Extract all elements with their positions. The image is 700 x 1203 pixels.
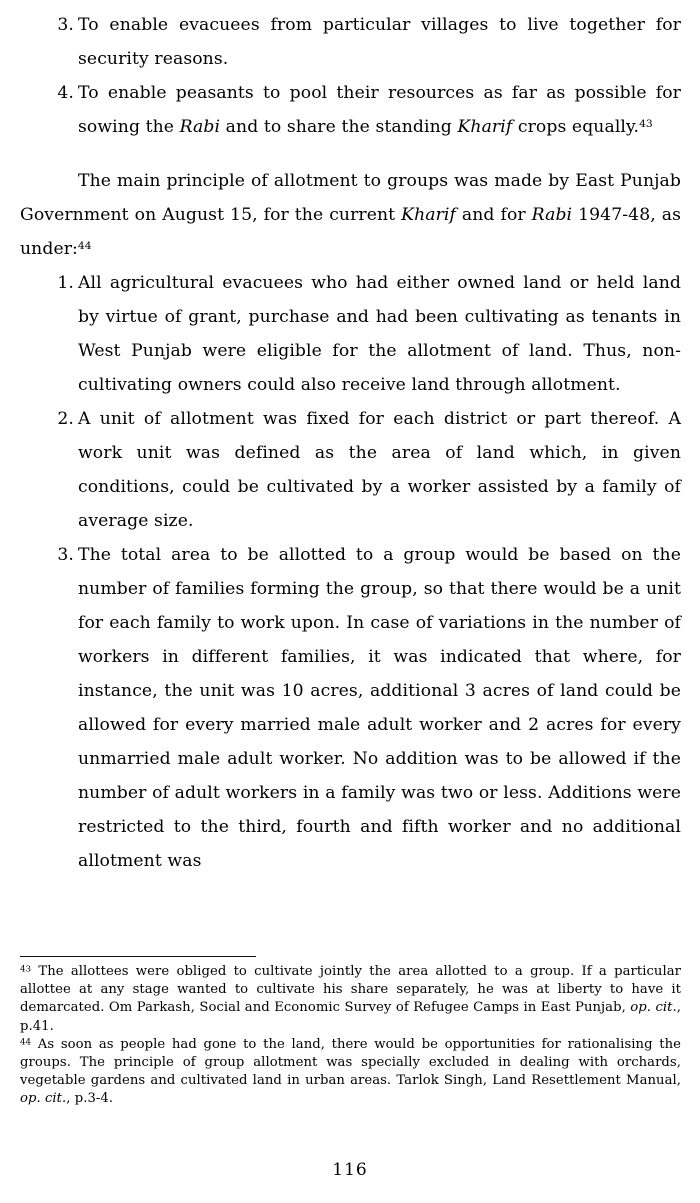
body-text-column	[20, 8, 681, 878]
footnote-marker: 44	[20, 1037, 32, 1048]
numbered-list-continued	[20, 8, 681, 144]
italic-term: op. cit.	[20, 1091, 67, 1107]
footnote-reference[interactable]: 44	[77, 239, 92, 253]
italic-term: Kharif	[457, 117, 513, 137]
list-item-number: 1.	[57, 273, 74, 293]
list-item	[20, 538, 681, 878]
page-number: 116	[332, 1160, 368, 1180]
list-item-number: 3.	[57, 15, 74, 35]
list-item-number: 3.	[57, 545, 74, 565]
footnote-reference[interactable]: 43	[639, 117, 653, 131]
italic-term: Kharif	[401, 205, 456, 225]
footnote-marker: 43	[20, 964, 32, 975]
numbered-list-allotment-principles	[20, 266, 681, 878]
list-item-text: To enable evacuees from particular villages to live together for security reasons.	[78, 15, 681, 69]
list-item	[20, 76, 681, 144]
footnote-separator-rule	[20, 956, 256, 957]
italic-term: op. cit.	[630, 1000, 677, 1016]
list-item	[20, 266, 681, 402]
list-item	[20, 402, 681, 538]
footnote: $^{44}$ As soon as people had gone to the land, there would be opportunities for rationalising the groups. The principle of group allotment was specially excluded in dealing with orchards, vegetable gardens and cultivated land in urban areas. Tarlok Singh, Land Resettlement Manual, op. cit., p.3-4.	[20, 1036, 681, 1107]
list-item-text: A unit of allotment was fixed for each district or part thereof. A work unit was defined as the area of land which, in given conditions, could be cultivated by a worker assisted by a family of average size.	[78, 409, 681, 531]
italic-term: Rabi	[531, 205, 573, 225]
list-item-text: To enable peasants to pool their resources as far as possible for sowing the Rabi and to share the standing Kharif crops equally.$^{43}$	[78, 83, 681, 137]
footnote-block	[20, 963, 681, 1109]
list-item-number: 2.	[57, 409, 74, 429]
list-item-text: All agricultural evacuees who had either owned land or held land by virtue of grant, purchase and had been cultivating as tenants in West Punjab were eligible for the allotment of land. Thus, non-cultivating owners could also receive land through allotment.	[78, 273, 681, 395]
footnote: $^{43}$ The allottees were obliged to cultivate jointly the area allotted to a group. If a particular allottee at any stage wanted to cultivate his share separately, he was at liberty to have it demarcated. Om Parkash, Social and Economic Survey of Refugee Camps in East Punjab, op. cit., p.41.	[20, 964, 681, 1034]
body-paragraph: The main principle of allotment to groups was made by East Punjab Government on August 15, for the current Kharif and for Rabi 1947-48, as under:$^{44}$	[20, 171, 682, 259]
list-item-text: The total area to be allotted to a group would be based on the number of families forming the group, so that there would be a unit for each family to work upon. In case of variations in the number of workers in different families, it was indicated that where, for instance, the unit was 10 acres, additional 3 acres of land could be allowed for every married male adult worker and 2 acres for every unmarried male adult worker. No addition was to be allowed if the number of adult workers in a family was two or less. Additions were restricted to the third, fourth and fifth worker and no additional allotment was	[78, 545, 681, 871]
list-item	[20, 8, 681, 76]
list-item-number: 4.	[57, 83, 74, 103]
italic-term: Rabi	[179, 117, 221, 137]
